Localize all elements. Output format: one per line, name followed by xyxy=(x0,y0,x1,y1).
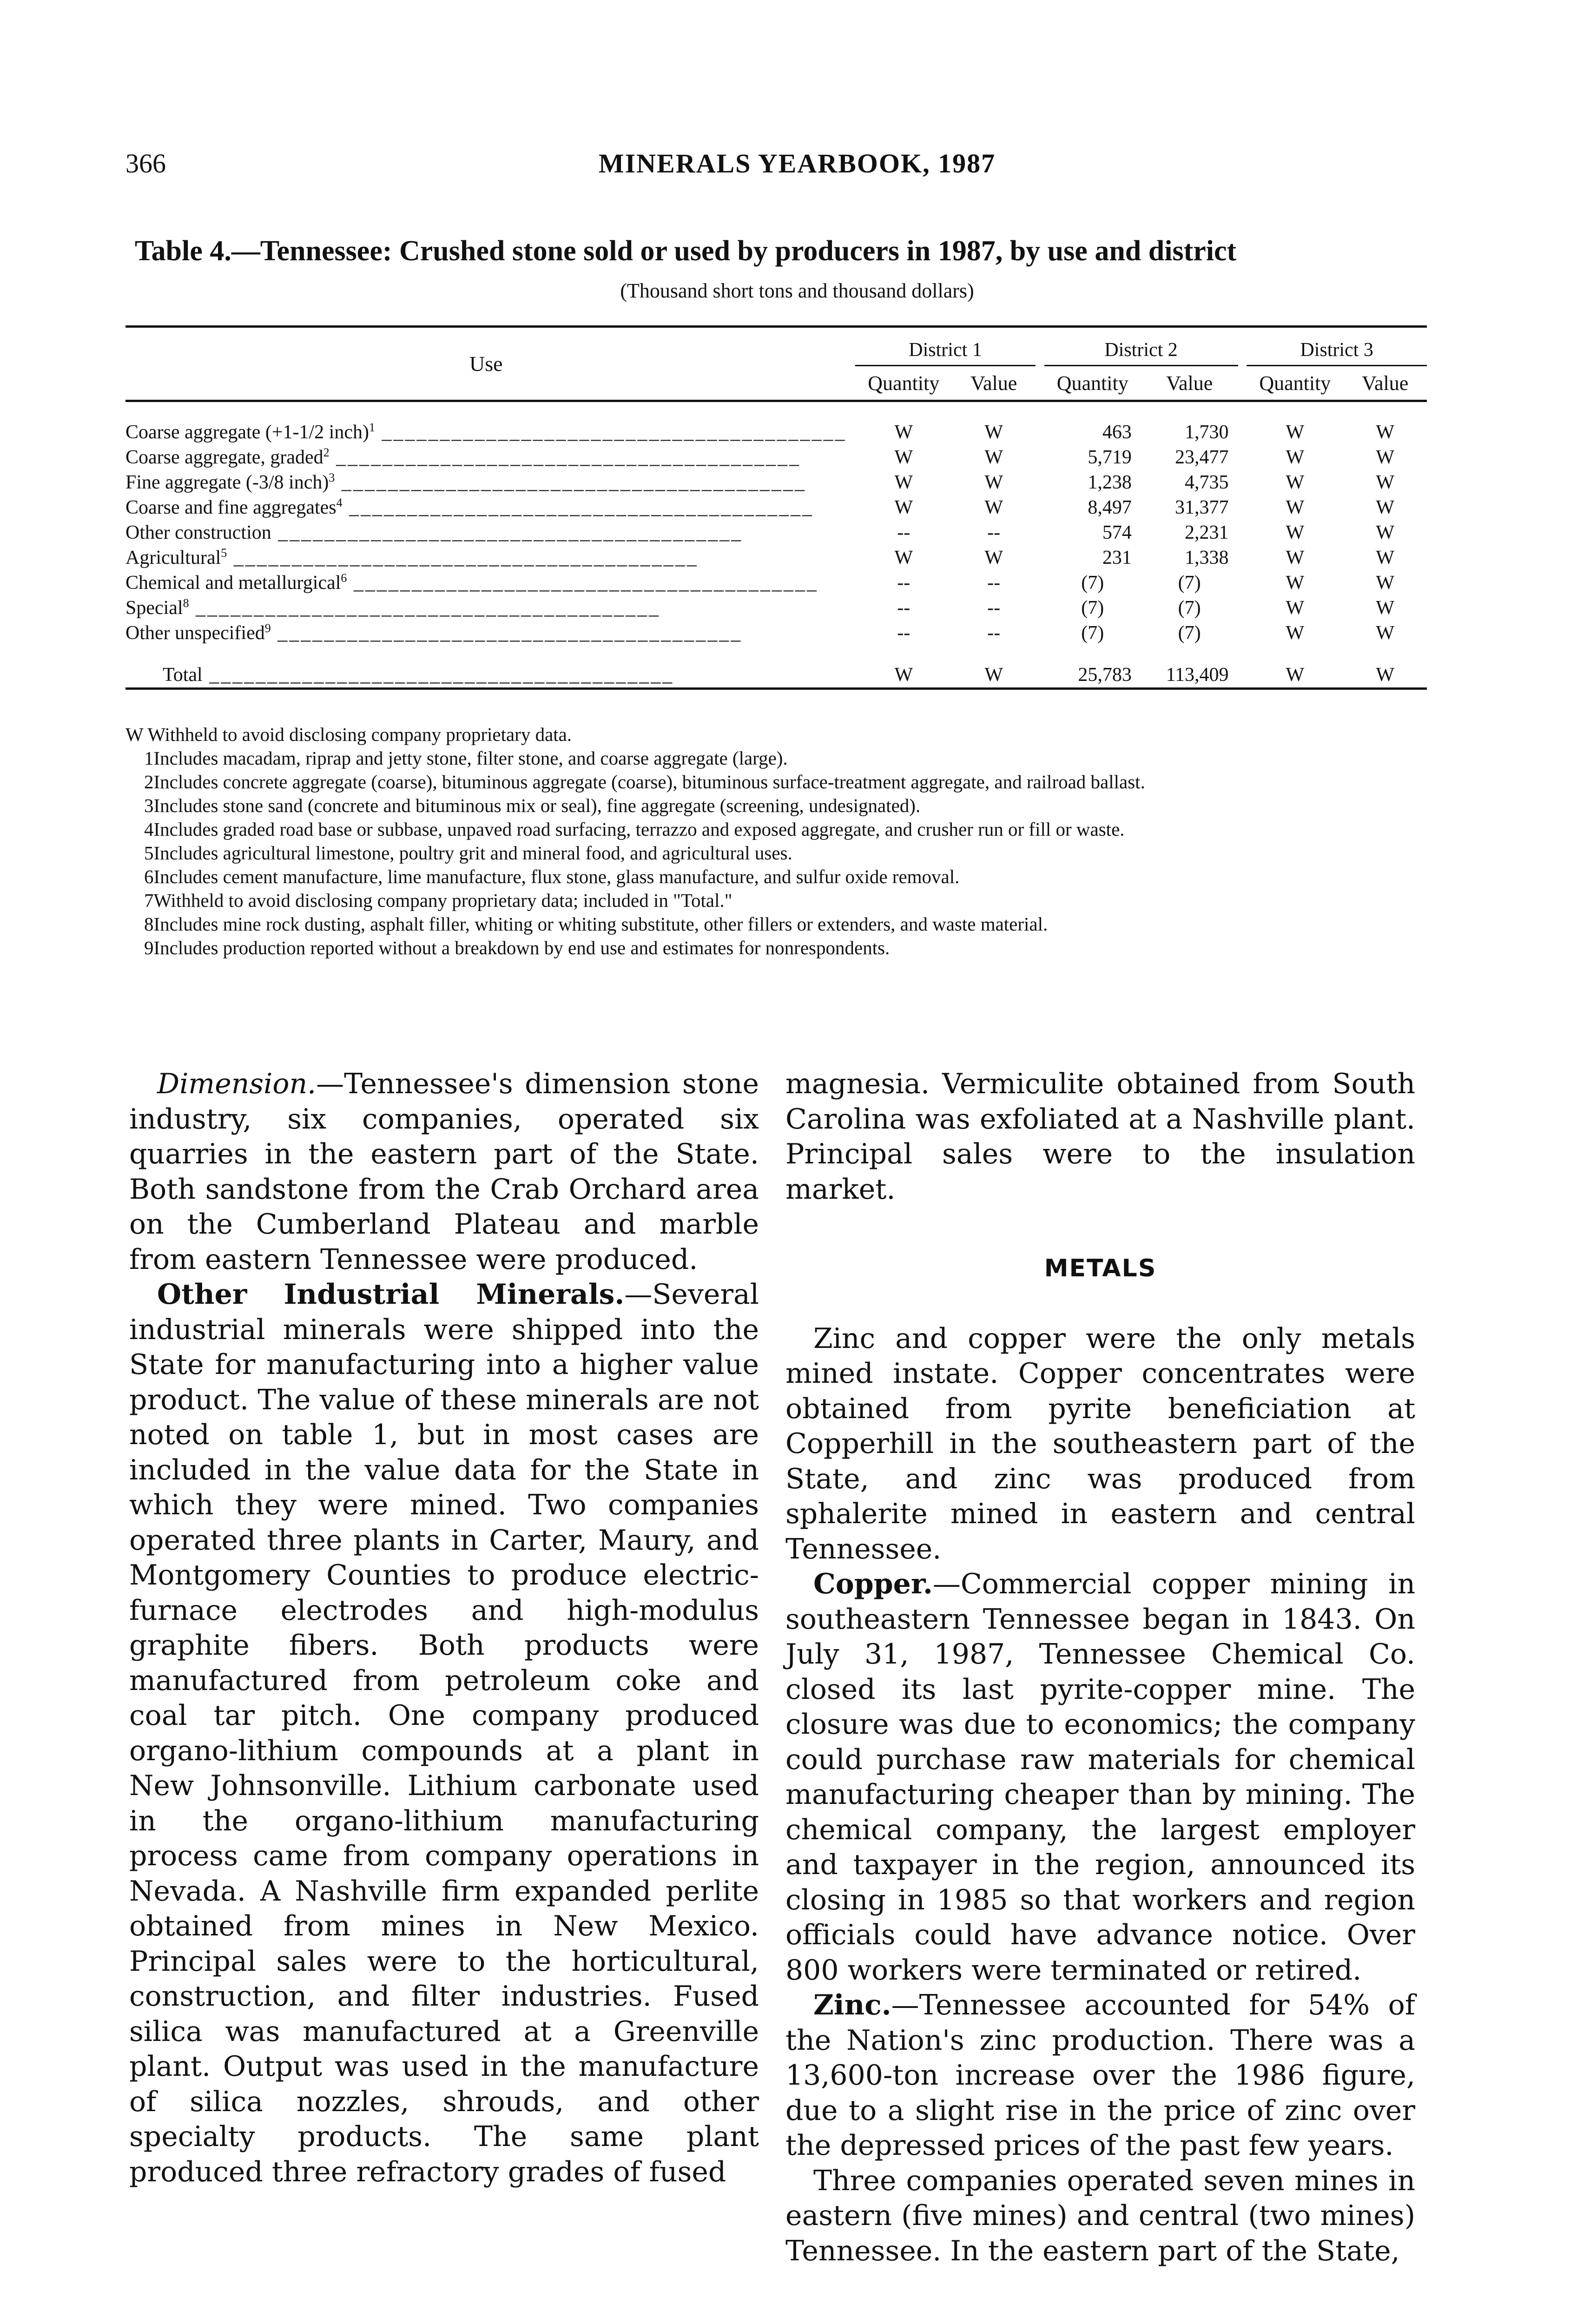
table-row xyxy=(125,545,1427,570)
table-cell: W xyxy=(894,422,913,443)
table-cell: W xyxy=(1376,622,1395,644)
table-subtitle: (Thousand short tons and thousand dollars) xyxy=(620,279,974,302)
table-cell: W xyxy=(894,664,913,686)
zinc-heading: Zinc. xyxy=(813,1989,891,2021)
table-cell: W xyxy=(1376,547,1395,568)
footnote: W Withheld to avoid disclosing company proprietary data. xyxy=(125,724,572,745)
table-cell: -- xyxy=(987,622,1001,644)
table-cell: (7) xyxy=(1081,597,1104,619)
footnote: 5Includes agricultural limestone, poultry grit and mineral food, and agricultural uses. xyxy=(144,842,792,864)
table-cell: 2,231 xyxy=(1185,522,1229,543)
table-cell: W xyxy=(1376,497,1395,518)
district-1-header: District 1 xyxy=(855,327,1036,366)
value-header: Value xyxy=(1362,371,1409,395)
footnote-ref: 3 xyxy=(329,471,335,484)
table-cell: 574 xyxy=(1102,522,1132,543)
table-cell: W xyxy=(1286,664,1305,686)
table-cell: W xyxy=(894,472,913,493)
footnote: 1Includes macadam, riprap and jetty stone, filter stone, and coarse aggregate (large). xyxy=(144,747,788,769)
table-cell: 25,783 xyxy=(1078,664,1132,686)
table-cell: 31,377 xyxy=(1175,497,1229,518)
other-minerals-paragraph: —Several industrial minerals were shipped into the State for manufacturing into a higher value product. The value of these minerals are not noted on table 1, but in most cases are included in the value data for the State in which they were mined. Two companies operated three plants in Carter, Maury, and Montgomery Counties to produce electric-furnace electrodes and high-modulus graphite fibers. Both products were manufactured from petroleum coke and coal tar pitch. One company produced organo-lithium compounds at a plant in New Johnsonville. Lithium carbonate used in the organo-lithium manufacturing process came from company operations in Nevada. A Nashville firm expanded perlite obtained from mines in New Mexico. Principal sales were to the horticultural, construction, and filter industries. Fused silica was manufactured at a Greenville plant. Output was used in the manufacture of silica nozzles, shrouds, and other specialty products. The same plant produced three refractory grades of fused xyxy=(129,1278,759,2188)
footnote: 6Includes cement manufacture, lime manufacture, flux stone, glass manufacture, and sulfur oxide removal. xyxy=(144,866,960,887)
dimension-heading: Dimension. xyxy=(157,1068,317,1100)
table-cell: -- xyxy=(897,597,910,619)
table-cell: (7) xyxy=(1178,597,1201,619)
metals-section-heading: METALS xyxy=(1044,1254,1157,1282)
use-label: Coarse aggregate, graded$^2$ ________________________________________ xyxy=(125,446,801,468)
left-column xyxy=(129,1067,759,2190)
footnote-ref: 5 xyxy=(221,546,227,560)
table-cell: W xyxy=(1286,572,1305,594)
table-row xyxy=(125,595,1427,621)
table-cell: W xyxy=(1376,472,1395,493)
table-row xyxy=(125,470,1427,495)
other-minerals-heading: Other Industrial Minerals. xyxy=(157,1278,625,1311)
table-row xyxy=(125,420,1427,445)
journal-title: MINERALS YEARBOOK, 1987 xyxy=(598,148,996,178)
footnote: 2Includes concrete aggregate (coarse), bituminous aggregate (coarse), bituminous surface-treatment aggregate, and railroad ballast. xyxy=(144,771,1145,792)
table-cell: W xyxy=(1286,447,1305,468)
table-row xyxy=(125,621,1427,646)
table-cell: W xyxy=(1286,622,1305,644)
table-cell: -- xyxy=(987,597,1001,619)
table-cell: (7) xyxy=(1178,572,1201,594)
table-cell: -- xyxy=(897,622,910,644)
district-2-header: District 2 xyxy=(1044,327,1238,366)
table-row xyxy=(125,520,1427,545)
table-cell: -- xyxy=(987,572,1001,594)
table-cell: (7) xyxy=(1178,622,1201,644)
table-title: Table 4.—Tennessee: Crushed stone sold or used by producers in 1987, by use and district xyxy=(135,235,1237,267)
value-header: Value xyxy=(970,371,1017,395)
table-cell: W xyxy=(894,447,913,468)
zinc-paragraph: —Tennessee accounted for 54% of the Nation's zinc production. There was a 13,600-ton increase over the 1986 figure, due to a slight rise in the price of zinc over the depressed prices of the past few years. xyxy=(785,1989,1415,2162)
use-label: Fine aggregate (-3/8 inch)$^3$ ________________________________________ xyxy=(125,471,806,493)
table-row xyxy=(125,570,1427,595)
dimension-paragraph: —Tennessee's dimension stone industry, six companies, operated six quarries in the eastern part of the State. Both sandstone from the Crab Orchard area on the Cumberland Plateau and marble from eastern Tennessee were produced. xyxy=(129,1068,759,1276)
table-cell: W xyxy=(1376,522,1395,543)
table-cell: W xyxy=(894,547,913,568)
table-cell: 1,730 xyxy=(1185,422,1229,443)
quantity-header: Quantity xyxy=(1259,371,1331,395)
use-label: Coarse aggregate (+1-1/2 inch)$^1$ ________________________________________ xyxy=(125,421,847,443)
table-cell: W xyxy=(1286,422,1305,443)
footnote-ref: 2 xyxy=(323,446,330,459)
table-cell: 4,735 xyxy=(1185,472,1229,493)
table-cell: W xyxy=(1376,447,1395,468)
table-cell: -- xyxy=(897,572,910,594)
table-cell: W xyxy=(1376,422,1395,443)
table-cell: W xyxy=(984,664,1003,686)
copper-paragraph: —Commercial copper mining in southeastern Tennessee began in 1843. On July 31, 1987, Tennessee Chemical Co. closed its last pyrite-copper mine. The closure was due to economics; the company could purchase raw materials for chemical manufacturing cheaper than by mining. The chemical company, the largest employer and taxpayer in the region, announced its closing in 1985 so that workers and region officials could have advance notice. Over 800 workers were terminated or retired. xyxy=(785,1568,1415,1987)
use-label: Other construction ________________________________________ xyxy=(125,522,743,543)
table-cell: 231 xyxy=(1102,547,1132,568)
table-cell: W xyxy=(894,497,913,518)
quantity-header: Quantity xyxy=(1056,371,1128,395)
table-cell: W xyxy=(984,447,1003,468)
use-label: Other unspecified$^9$ ________________________________________ xyxy=(125,621,743,644)
table-cell: W xyxy=(984,497,1003,518)
use-label: Chemical and metallurgical$^6$ ________________________________________ xyxy=(125,571,818,594)
table-cell: W xyxy=(1376,664,1395,686)
table-cell: 1,338 xyxy=(1185,547,1229,568)
table-cell: W xyxy=(984,472,1003,493)
table-cell: 1,238 xyxy=(1088,472,1132,493)
crushed-stone-table xyxy=(125,325,1427,696)
total-label: Total ________________________________________ xyxy=(163,664,674,686)
table-cell: W xyxy=(1376,572,1395,594)
use-column-header: Use xyxy=(469,352,503,376)
right-column xyxy=(785,1067,1415,2269)
table-cell: W xyxy=(984,547,1003,568)
footnote: 7Withheld to avoid disclosing company proprietary data; included in "Total." xyxy=(144,890,732,911)
footnote-ref: 8 xyxy=(183,596,189,610)
footnote-ref: 4 xyxy=(336,496,343,509)
table-cell: 463 xyxy=(1102,422,1132,443)
footnote-ref: 9 xyxy=(264,621,271,635)
table-cell: (7) xyxy=(1081,572,1104,594)
quantity-header: Quantity xyxy=(868,371,940,395)
footnote: 9Includes production reported without a breakdown by end use and estimates for nonrespondents. xyxy=(144,937,890,958)
table-cell: W xyxy=(1286,497,1305,518)
table-cell: (7) xyxy=(1081,622,1104,644)
zinc-mines-paragraph: Three companies operated seven mines in eastern (five mines) and central (two mines) Tennessee. In the eastern part of the State, xyxy=(785,2164,1415,2267)
district-3-header: District 3 xyxy=(1247,327,1427,366)
use-label: Coarse and fine aggregates$^4$ ________________________________________ xyxy=(125,496,814,518)
footnote: 4Includes graded road base or subbase, unpaved road surfacing, terrazzo and exposed aggregate, and crusher run or fill or waste. xyxy=(144,819,1125,840)
table-cell: W xyxy=(1286,597,1305,619)
use-label: Special$^8$ ________________________________________ xyxy=(125,596,661,619)
table-cell: W xyxy=(1286,472,1305,493)
table-cell: -- xyxy=(897,522,910,543)
table-row xyxy=(125,445,1427,470)
total-row xyxy=(125,646,1427,689)
table-footnotes xyxy=(125,723,1422,960)
table-cell: 23,477 xyxy=(1175,447,1229,468)
table-cell: -- xyxy=(987,522,1001,543)
copper-heading: Copper. xyxy=(813,1568,933,1600)
footnote-ref: 6 xyxy=(341,571,347,585)
use-label: Agricultural$^5$ ________________________________________ xyxy=(125,546,699,568)
table-cell: 8,497 xyxy=(1088,497,1132,518)
table-row xyxy=(125,495,1427,520)
table-cell: W xyxy=(1286,522,1305,543)
metals-intro-paragraph: Zinc and copper were the only metals mined instate. Copper concentrates were obtained from pyrite beneficiation at Copperhill in the southeastern part of the State, and zinc was produced from sphalerite mined in eastern and central Tennessee. xyxy=(785,1322,1415,1565)
table-cell: W xyxy=(984,422,1003,443)
running-header xyxy=(125,148,1469,190)
table-cell: 113,409 xyxy=(1166,664,1229,686)
table-cell: 5,719 xyxy=(1088,447,1132,468)
table-cell: W xyxy=(1286,547,1305,568)
footnote-ref: 1 xyxy=(369,421,375,434)
value-header: Value xyxy=(1166,371,1213,395)
footnote: 3Includes stone sand (concrete and bituminous mix or seal), fine aggregate (screening, undesignated). xyxy=(144,795,921,816)
footnote: 8Includes mine rock dusting, asphalt filler, whiting or whiting substitute, other fillers or extenders, and waste material. xyxy=(144,913,1048,935)
magnesia-paragraph: magnesia. Vermiculite obtained from South Carolina was exfoliated at a Nashville plant. Principal sales were to the insulation market. xyxy=(785,1068,1415,1206)
table-cell: W xyxy=(1376,597,1395,619)
page-number: 366 xyxy=(125,148,166,178)
